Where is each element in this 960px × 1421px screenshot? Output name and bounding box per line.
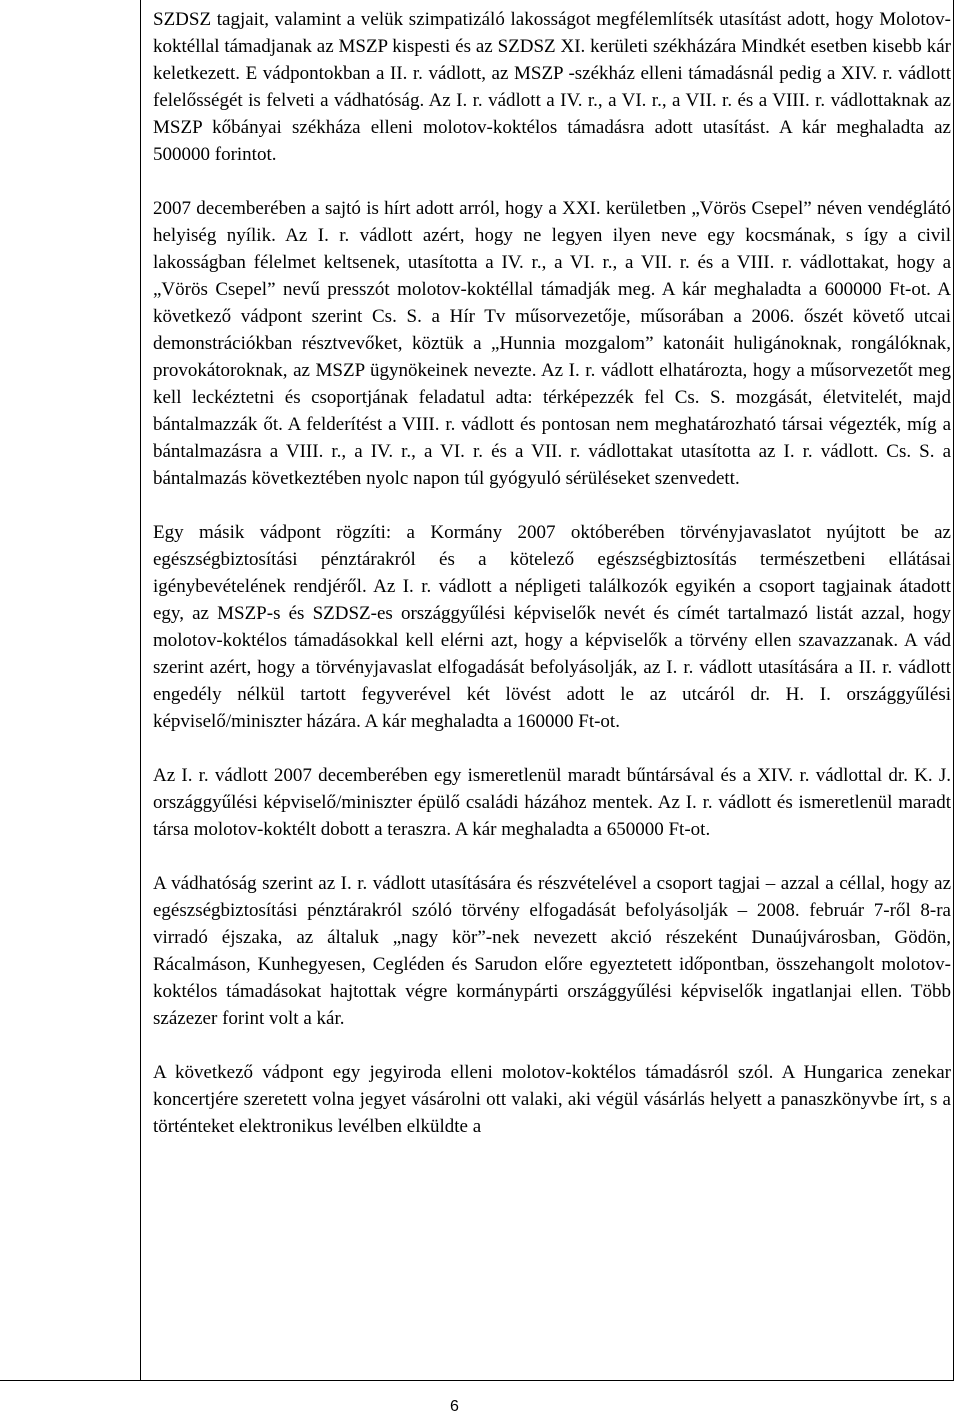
document-body bbox=[153, 6, 951, 1140]
paragraph-2: 2007 decemberében a sajtó is hírt adott arról, hogy a XXI. kerületben „Vörös Csepel” néven vendéglátó helyiség nyílik. Az I. r. vádlott azért, hogy ne legyen ilyen neve egy kocsmának, s így a civil lakosságban félelmet keltsenek, utasította a IV. r., a VI. r., a VII. r. és a VIII. r. vádlottakat, hogy a „Vörös Csepel” nevű presszót molotov-koktéllal támadják meg. A kár meghaladta a 600000 Ft-ot. A következő vádpont szerint Cs. S. a Hír Tv műsorvezetője, műsorában a 2006. őszét követő utcai demonstrációkban résztvevőket, köztük a „Hunnia mozgalom” katonáit huligánoknak, rongálóknak, provokátoroknak, az MSZP ügynökeinek nevezte. Az I. r. vádlott elhatározta, hogy a műsorvezetőt meg kell leckéztetni és csoportjának feladatul adta: térképezzék fel Cs. S. mozgását, életvitelét, majd bántalmazzák őt. A felderítést a VIII. r. vádlott és pontosan nem meghatározható társai végezték, míg a bántalmazásra a VIII. r., a IV. r., a VI. r. és a VII. r. vádlottakat utasította az I. r. vádlott. Cs. S. a bántalmazás következtében nyolc napon túl gyógyuló sérüléseket szenvedett. bbox=[153, 198, 951, 489]
paragraph-5: A vádhatóság szerint az I. r. vádlott utasítására és részvételével a csoport tagjai – azzal a céllal, hogy az egészségbiztosítási pénztárakról szóló törvény elfogadását befolyásolják – 2008. február 7-ről 8-ra virradó éjszaka, az általuk „nagy kör”-nek nevezett akció részeként Dunaújvárosban, Gödön, Rácalmáson, Kunhegyesen, Cegléden és Sarudon előre egyeztetett időpontban, összehangolt molotov-koktélos támadásokat hajtottak végre kormánypárti országgyűlési képviselők ingatlanjai ellen. Több százezer forint volt a kár. bbox=[153, 873, 951, 1029]
table-left-column bbox=[0, 0, 141, 1381]
paragraph-1: SZDSZ tagjait, valamint a velük szimpatizáló lakosságot megfélemlítsék utasítást adott, hogy Molotov-koktéllal támadjanak az MSZP kispesti és az SZDSZ XI. kerületi székházára Mindkét esetben kisebb kár keletkezett. E vádpontokban a II. r. vádlott, az MSZP -székház elleni támadásnál pedig a XIV. r. vádlott felelősségét is felveti a vádhatóság. Az I. r. vádlott a IV. r., a VI. r., a VII. r. és a VIII. r. vádlottaknak az MSZP kőbányai székháza elleni molotov-koktélos támadásra adott utasítást. A kár meghaladta az 500000 forintot. bbox=[153, 9, 951, 165]
paragraph-6: A következő vádpont egy jegyiroda elleni molotov-koktélos támadásról szól. A Hungarica zenekar koncertjére szeretett volna jegyet vásárolni ott valaki, aki végül vásárlás helyett a panaszkönyvbe írt, s a történteket elektronikus levélben elküldte a bbox=[153, 1062, 951, 1137]
paragraph-4: Az I. r. vádlott 2007 decemberében egy ismeretlenül maradt bűntársával és a XIV. r. vádlottal dr. K. J. országgyűlési képviselő/miniszter épülő családi házához mentek. Az I. r. vádlott és ismeretlenül maradt társa molotov-koktélt dobott a teraszra. A kár meghaladta a 650000 Ft-ot. bbox=[153, 765, 951, 840]
page-number: 6 bbox=[450, 1398, 459, 1415]
paragraph-3: Egy másik vádpont rögzíti: a Kormány 2007 októberében törvényjavaslatot nyújtott be az egészségbiztosítási pénztárakról és a kötelező egészségbiztosítás természetbeni ellátásai igénybevételének rendjéről. Az I. r. vádlott a népligeti találkozók egyikén a csoport tagjainak átadott egy, az MSZP-s és SZDSZ-es országgyűlési képviselők nevét és címét tartalmazó listát azzal, hogy molotov-koktélos támadásokkal kell elérni azt, hogy a képviselők a törvény ellen szavazzanak. A vád szerint azért, hogy a törvényjavaslat elfogadását befolyásolják, az I. r. vádlott utasítására a II. r. vádlott engedély nélkül tartott fegyverével két lövést adott le az utcáról dr. H. I. országgyűlési képviselő/miniszter házára. A kár meghaladta a 160000 Ft-ot. bbox=[153, 522, 951, 732]
